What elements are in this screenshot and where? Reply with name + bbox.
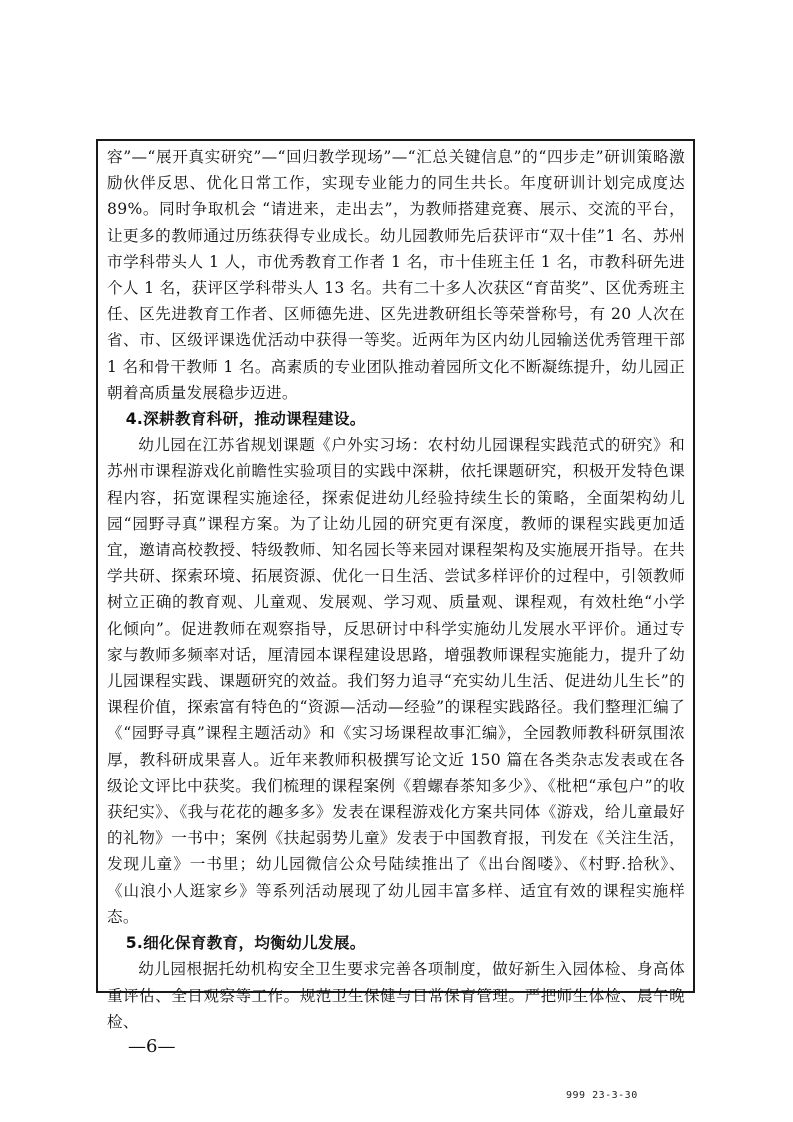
paragraph-care: 幼儿园根据托幼机构安全卫生要求完善各项制度，做好新生入园体检、身高体重评估、全日观察等工作。规范卫生保健与日常保育管理。严把师生体检、晨午晚检、 [107, 960, 685, 1031]
section-heading-5: 5.细化保育教育，均衡幼儿发展。 [125, 934, 366, 953]
page-number: —6— [128, 1036, 176, 1057]
text-frame [96, 139, 695, 1031]
section-heading-4: 4.深耕教育科研，推动课程建设。 [125, 410, 366, 429]
paragraph-continued: 容”—“展开真实研究”—“回归教学现场”—“汇总关键信息”的“四步走”研训策略激励伙伴反思、优化日常工作，实现专业能力的同生共长。年度研训计划完成度达 89%。同时争取机会 “请进来，走出去”，为教师搭建竞赛、展示、交流的平台，让更多的教师通过历练获得专业成长。幼儿园教师先后获评市“双十佳”1 名、苏州市学科带头人 1 人，市优秀教育工作者 1 名，市十佳班主任 1 名，市教科研先进个人 1 名，获评区学科带头人 13 名。共有二十多人次获区“育苗奖”、区优秀班主任、区先进教育工作者、区师德先进、区先进教研组长等荣誉称号，有 20 人次在省、市、区级评课选优活动中获得一等奖。近两年为区内幼儿园输送优秀管理干部 1 名和骨干教师 1 名。高素质的专业团队推动着园所文化不断凝练提升，幼儿园正朝着高质量发展稳步迈进。 [107, 148, 685, 402]
paragraph-research: 幼儿园在江苏省规划课题《户外实习场：农村幼儿园课程实践范式的研究》和苏州市课程游戏化前瞻性实验项目的实践中深耕，依托课题研究，积极开发特色课程内容，拓宽课程实施途径，探索促进幼儿经验持续生长的策略，全面架构幼儿园“园野寻真”课程方案。为了让幼儿园的研究更有深度，教师的课程实践更加适宜，邀请高校教授、特级教师、知名园长等来园对课程架构及实施展开指导。在共学共研、探索环境、拓展资源、优化一日生活、尝试多样评价的过程中，引领教师树立正确的教育观、儿童观、发展观、学习观、质量观、课程观，有效杜绝“小学化倾向”。促进教师在观察指导，反思研讨中科学实施幼儿发展水平评价。通过专家与教师多频率对话，厘清园本课程建设思路，增强教师课程实施能力，提升了幼儿园课程实践、课题研究的效益。我们努力追寻“充实幼儿生活、促进幼儿生长”的课程价值，探索富有特色的“资源—活动—经验”的课程实践路径。我们整理汇编了《“园野寻真”课程主题活动》和《实习场课程故事汇编》，全园教师教科研氛围浓厚，教科研成果喜人。近年来教师积极撰写论文近 150 篇在各类杂志发表或在各级论文评比中获奖。我们梳理的课程案例《碧螺春茶知多少》、《枇杷“承包户”的收获纪实》、《我与花花的趣多多》发表在课程游戏化方案共同体《游戏，给儿童最好的礼物》一书中；案例《扶起弱势儿童》发表于中国教育报，刊发在《关注生活，发现儿童》一书里；幼儿园微信公众号陆续推出了《出台阁喽》、《村野.拾秋》、《山浪小人逛家乡》等系列活动展现了幼儿园丰富多样、适宜有效的课程实施样态。 [107, 436, 685, 926]
print-stamp: 999 23-3-30 [566, 1090, 638, 1101]
document-body [98, 141, 693, 1035]
